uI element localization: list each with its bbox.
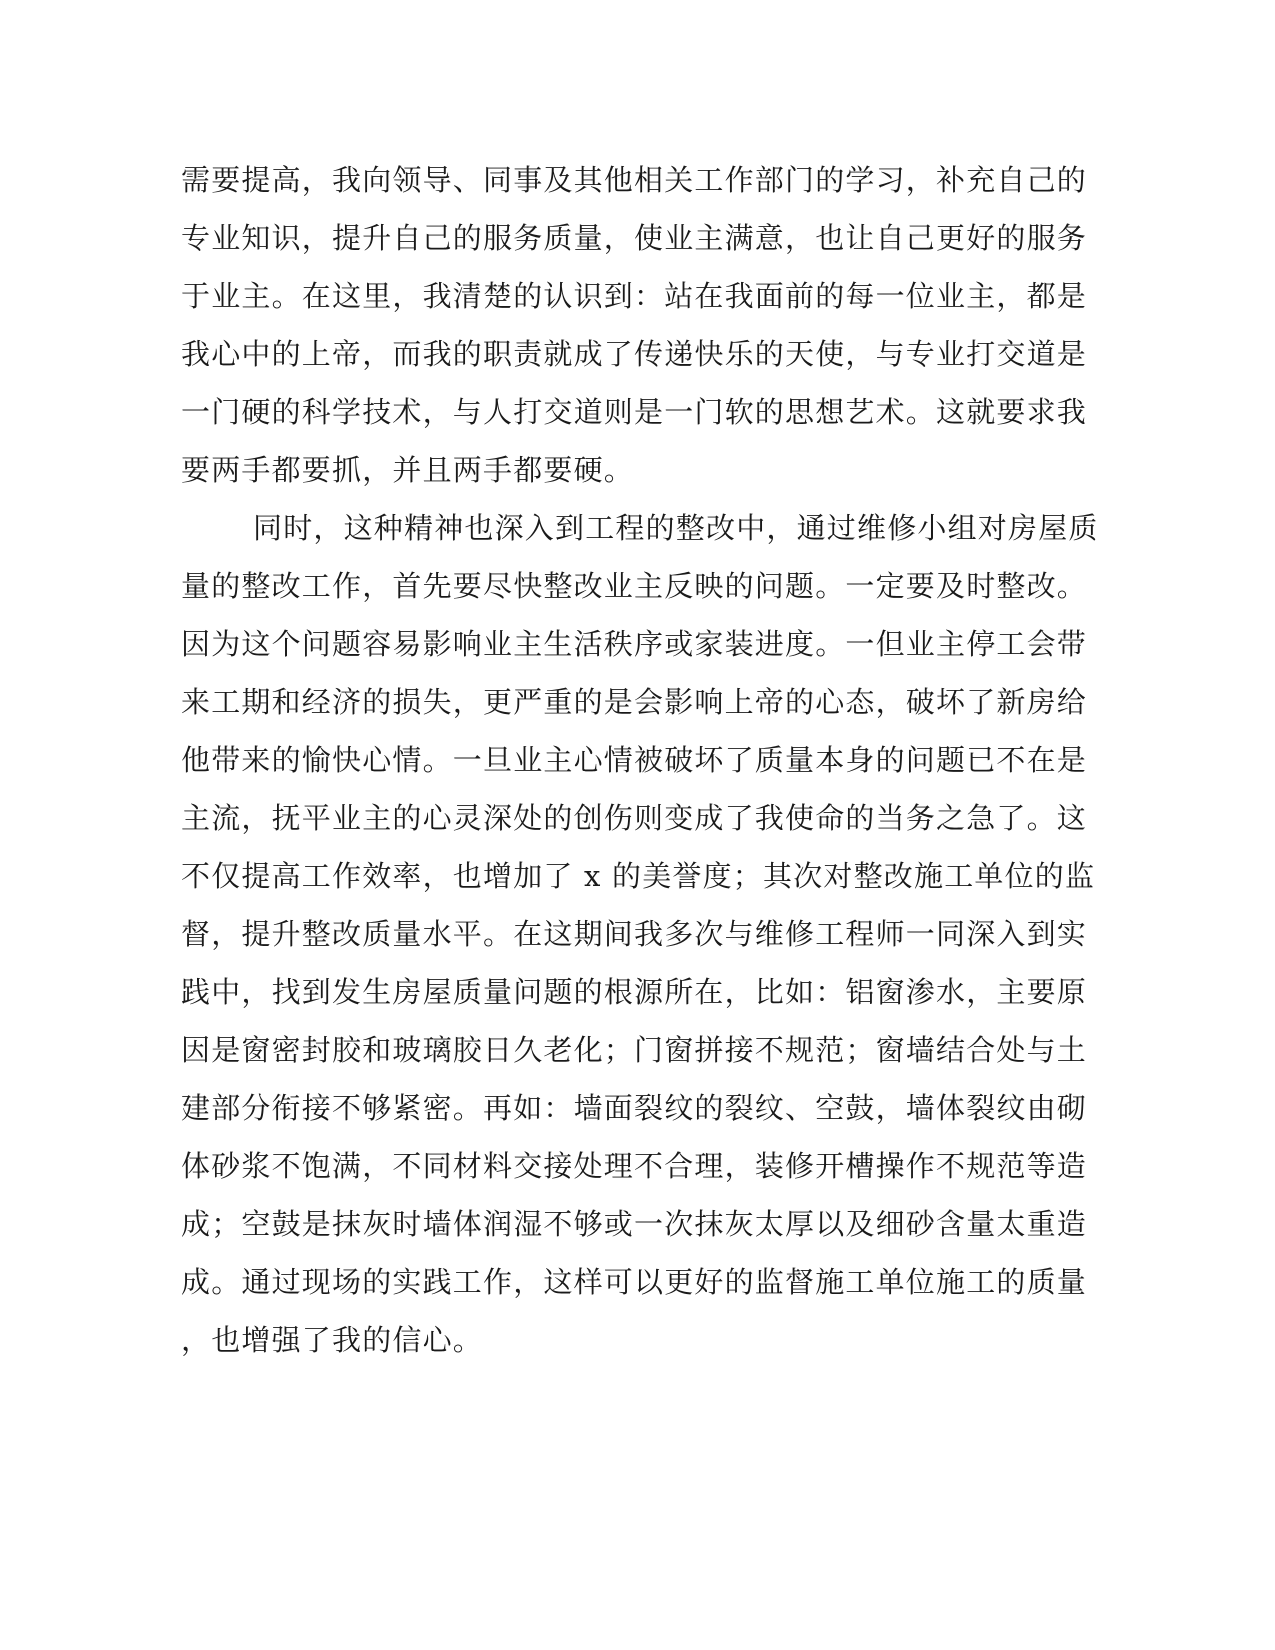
- text-line: 需要提高，我向领导、同事及其他相关工作部门的学习，补充自己的: [181, 163, 1088, 197]
- text-line: 一门硬的科学技术，与人打交道则是一门软的思想艺术。这就要求我: [181, 395, 1088, 429]
- text-line: 来工期和经济的损失，更严重的是会影响上帝的心态，破坏了新房给: [181, 685, 1088, 719]
- text-line: 督，提升整改质量水平。在这期间我多次与维修工程师一同深入到实: [181, 917, 1088, 951]
- text-line: 要两手都要抓，并且两手都要硬。: [181, 453, 635, 487]
- text-line: 于业主。在这里，我清楚的认识到：站在我面前的每一位业主，都是: [181, 279, 1088, 313]
- text-line: 主流，抚平业主的心灵深处的创伤则变成了我使命的当务之急了。这: [181, 801, 1088, 835]
- text-line: 成；空鼓是抹灰时墙体润湿不够或一次抹灰太厚以及细砂含量太重造: [181, 1207, 1088, 1241]
- text-line: 体砂浆不饱满，不同材料交接处理不合理，装修开槽操作不规范等造: [181, 1149, 1088, 1183]
- text-line: 不仅提高工作效率，也增加了 x 的美誉度；其次对整改施工单位的监: [181, 859, 1096, 893]
- text-line: 建部分衔接不够紧密。再如：墙面裂纹的裂纹、空鼓，墙体裂纹由砌: [181, 1091, 1088, 1125]
- text-line: 因是窗密封胶和玻璃胶日久老化；门窗拼接不规范；窗墙结合处与土: [181, 1033, 1088, 1067]
- text-line: 因为这个问题容易影响业主生活秩序或家装进度。一但业主停工会带: [181, 627, 1088, 661]
- text-line: 我心中的上帝，而我的职责就成了传递快乐的天使，与专业打交道是: [181, 337, 1088, 371]
- text-line: 他带来的愉快心情。一旦业主心情被破坏了质量本身的问题已不在是: [181, 743, 1088, 777]
- text-line: 专业知识，提升自己的服务质量，使业主满意，也让自己更好的服务: [181, 221, 1088, 255]
- text-line: ，也增强了我的信心。: [181, 1323, 484, 1357]
- text-line: 践中，找到发生房屋质量问题的根源所在，比如：铝窗渗水，主要原: [181, 975, 1088, 1009]
- text-line: 成。通过现场的实践工作，这样可以更好的监督施工单位施工的质量: [181, 1265, 1088, 1299]
- text-line: 同时，这种精神也深入到工程的整改中，通过维修小组对房屋质: [253, 511, 1099, 545]
- text-line: 量的整改工作，首先要尽快整改业主反映的问题。一定要及时整改。: [181, 569, 1088, 603]
